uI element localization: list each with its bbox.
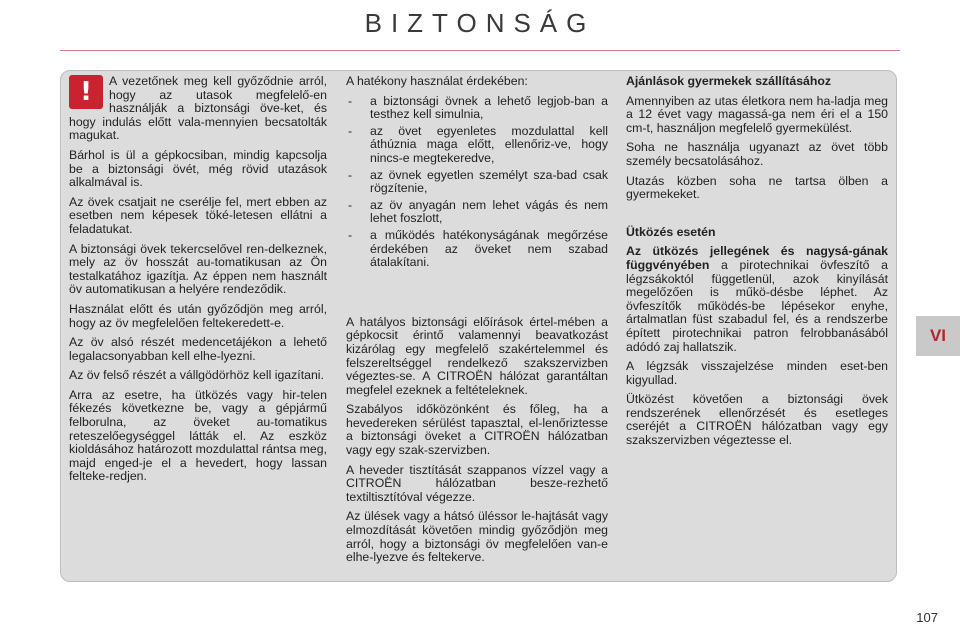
warning-text: A vezetőnek meg kell győződnie arról, hogy az utasok megfelelő-en használják a biztonsági öve-ket, és hogy indulás előtt vala-mennyien becsatolták magukat. <box>69 74 327 143</box>
paragraph: A heveder tisztítását szappanos vízzel vagy a CITROËN hálózatban besze-rezhető textiltisztítóval végezze. <box>346 462 608 504</box>
list-intro: A hatékony használat érdekében: <box>346 74 528 88</box>
paragraph: Az övek csatjait ne cserélje fel, mert ebben az esetben nem képesek töké-letesen ellátni a feladatukat. <box>69 194 327 236</box>
paragraph: A légzsák visszajelzése minden eset-ben kigyullad. <box>626 359 888 387</box>
paragraph: A hatályos biztonsági előírások értel-mében a gépkocsit érintő valamennyi beavatkozást kizárólag egy megfelelő szakértelemmel és felszereltséggel rendelkező szakszervizben végeztes-se. A CITROËN hálózat garantáltan megfelel ezeknek a feltételeknek. <box>346 314 608 397</box>
title-divider <box>60 50 900 51</box>
paragraph: Az ülések vagy a hátsó üléssor le-hajtását vagy elmozdítását követően mindig győződjön meg arról, hogy a biztonsági öv megfelelően van-e elhe-lyezve és feltekerve. <box>346 509 608 565</box>
paragraph: Utazás közben soha ne tartsa ölben a gyermekeket. <box>626 173 888 202</box>
content-panel <box>60 70 897 582</box>
paragraph: Bárhol is ül a gépkocsiban, mindig kapcsolja be a biztonsági övét, még rövid utazások alkalmával is. <box>69 147 327 190</box>
paragraph: Arra az esetre, ha ütközés vagy hir-telen fékezés következne be, vagy a gépjármű felborulna, az öveket au-tomatikus reteszelőegységgel látták el. Az eszköz kioldásához határozott mozdulattal rántsa meg, majd enged-je el a hevedert, hogy lassan felteke-redjen. <box>69 387 327 484</box>
page-title: BIZTONSÁG <box>364 8 596 38</box>
list-item: - a működés hatékonyságának megőrzése érdekében az öveket nem szabad átalakítani. <box>346 229 608 270</box>
paragraph <box>626 245 888 354</box>
paragraph: Az öv alsó részét medencetájékon a lehető legalacsonyabban kell elhe-lyezni. <box>69 335 327 363</box>
column-left <box>69 75 327 490</box>
exclamation-warning-icon: ! <box>69 75 103 109</box>
crash-text: a pirotechnikai övfeszítő a légzsákoktól függetlenül, azok kinyílását megelőzően is műkö-désbe léphet. Az övfeszítők működés-be lépésekor enyhe, ártalmatlan füst szabadul fel, és a rendszerbe épített pirotechnikai patron felrobbanásából adódó zaj hallatszik. <box>626 257 888 354</box>
page-number: 107 <box>916 610 938 625</box>
paragraph: Szabályos időközönként és főleg, ha a hevedereken sérülést tapasztal, el-lenőriztesse a biztonsági öveket a CITROËN hálózatban vagy egy szak-szervizben. <box>346 402 608 458</box>
column-right <box>626 75 888 454</box>
usage-list <box>346 95 608 270</box>
crash-bold-lead: Az ütközés jellegének és nagysá-gának függvényében <box>626 244 888 272</box>
chapter-tab[interactable]: VI <box>916 316 960 356</box>
section-heading-crash: Ütközés esetén <box>626 224 716 239</box>
column-middle <box>346 75 608 571</box>
paragraph: Használat előtt és után győződjön meg arról, hogy az öv megfelelően feltekeredett-e. <box>69 301 327 330</box>
section-heading-children: Ajánlások gyermekek szállításához <box>626 74 832 88</box>
paragraph: Ütközést követően a biztonsági övek rendszerének ellenőrzését és esetleges cseréjét a CITROËN hálózatban vagy egy szakszervizben végeztesse el. <box>626 392 888 448</box>
paragraph: Az öv felső részét a vállgödörhöz kell igazítani. <box>69 368 324 383</box>
paragraph: A biztonsági övek tekercselővel ren-delkeznek, mely az öv hosszát au-tomatikusan az Ön testalkatához igazítja. Az éppen nem használt öv automatikusan a helyére rendeződik. <box>69 241 327 297</box>
list-item: - az övet egyenletes mozdulattal kell áthúznia maga előtt, ellenőriz-ve, hogy nincs-e megtekeredve, <box>346 125 608 166</box>
paragraph: Soha ne használja ugyanazt az övet több személy becsatolásához. <box>626 140 888 168</box>
paragraph: Amennyiben az utas életkora nem ha-ladja meg a 12 évet vagy magassá-ga nem éri el a 150 cm-t, használjon megfelelő gyermekülést. <box>626 93 888 135</box>
list-item: - az öv anyagán nem lehet vágás és nem lehet foszlott, <box>346 199 608 226</box>
list-item: - az övnek egyetlen személyt sza-bad csak rögzítenie, <box>346 169 608 196</box>
list-item: - a biztonsági övnek a lehető legjob-ban a testhez kell simulnia, <box>346 95 608 122</box>
